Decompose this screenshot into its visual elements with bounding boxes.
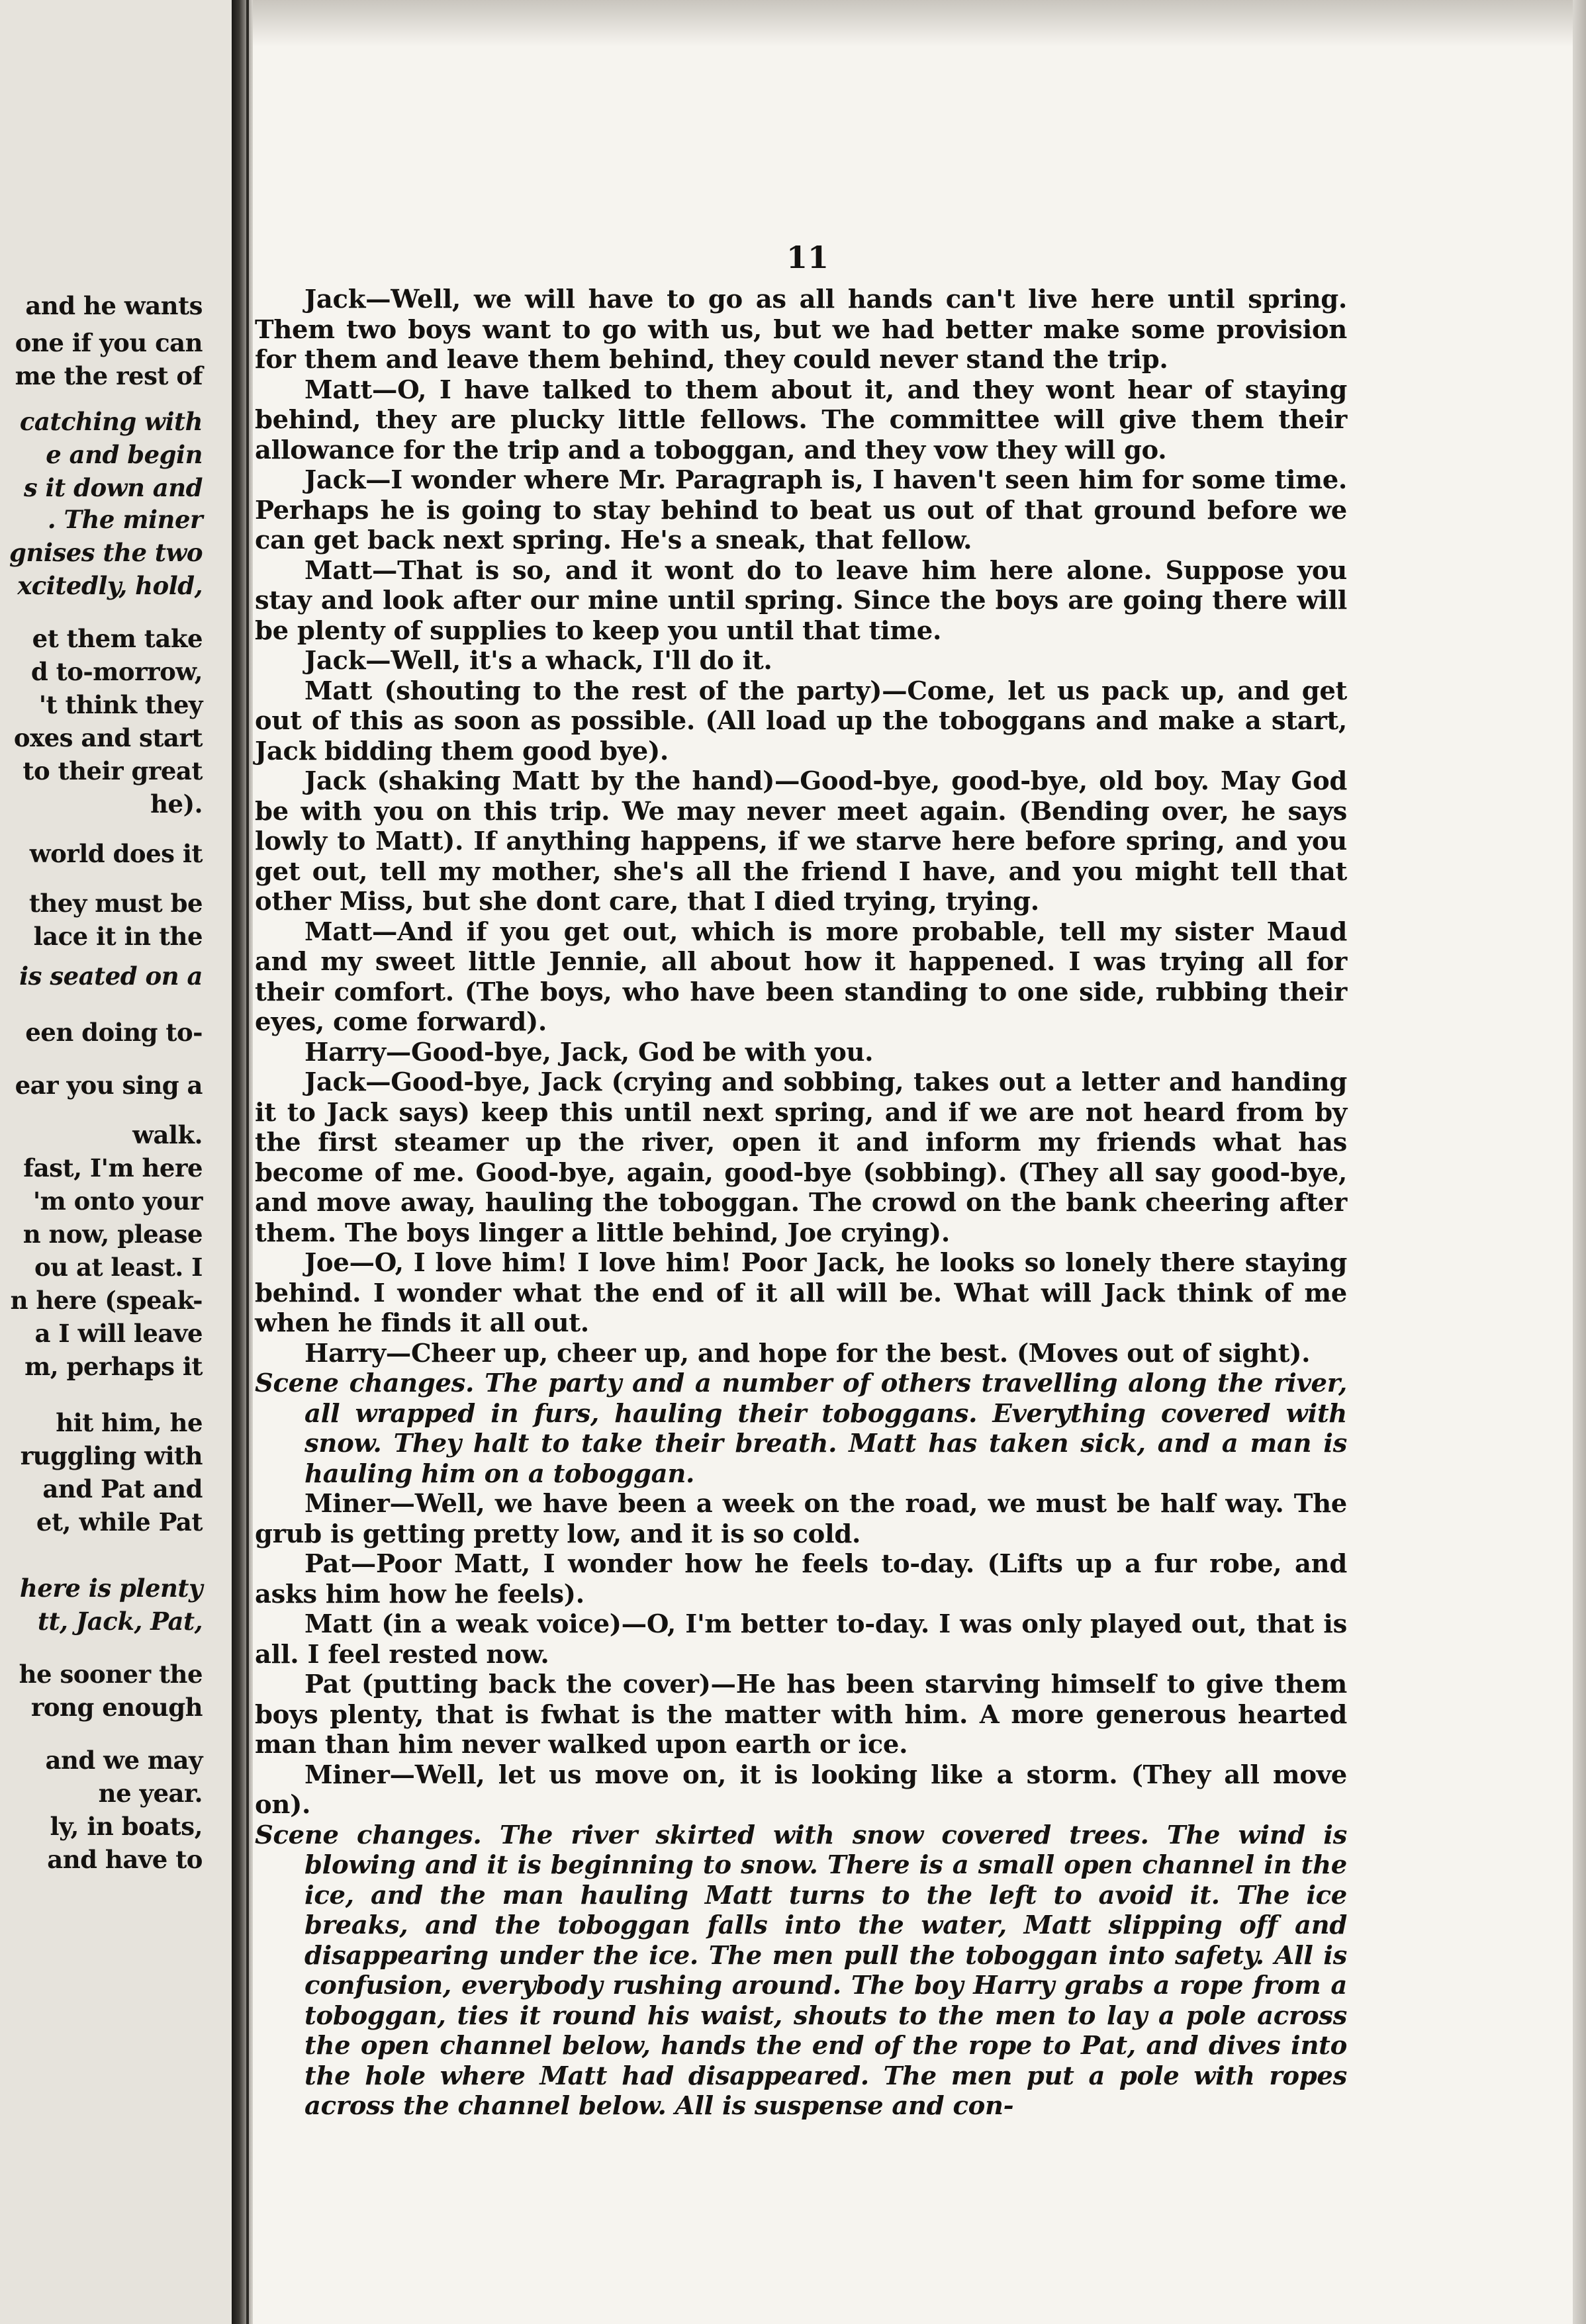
left-fragment-line: e and begin: [46, 440, 203, 469]
left-fragment-line: walk.: [132, 1120, 203, 1149]
dialogue-paragraph: Jack—I wonder where Mr. Paragraph is, I haven't seen him for some time. Perhaps he is going to stay behind to beat us out of that ground before we can get back next spring. He's a sneak, that fellow.: [255, 465, 1347, 555]
left-fragment-line: ne year.: [98, 1779, 203, 1808]
left-fragment-line: et them take: [32, 624, 203, 653]
left-fragment-line: rong enough: [30, 1693, 203, 1722]
left-fragment-line: he).: [150, 789, 203, 819]
dialogue-paragraph: Jack—Well, we will have to go as all hands can't live here until spring. Them two boys want to go with us, but we had better make some provision for them and leave them behind, they could never stand the trip.: [255, 285, 1347, 375]
stage-direction: Scene changes. The party and a number of others travelling along the river, all wrapped in furs, hauling their toboggans. Everything covered with snow. They halt to take their breath. Matt has taken sick, and a man is hauling him on a toboggan.: [255, 1368, 1347, 1489]
dialogue-paragraph: Joe—O, I love him! I love him! Poor Jack, he looks so lonely there staying behind. I wonder what the end of it all will be. What will Jack think of me when he finds it all out.: [255, 1248, 1347, 1338]
left-fragment-line: d to-morrow,: [30, 657, 203, 686]
left-fragment-line: xcitedly, hold,: [17, 571, 203, 600]
left-fragment-line: . The miner: [47, 505, 203, 534]
stage-direction: Scene changes. The river skirted with snow covered trees. The wind is blowing and it is beginning to snow. There is a small open channel in the ice, and the man hauling Matt turns to the left to avoid it. The ice breaks, and the toboggan falls into the water, Matt slipping off and disappearing under the ice. The men pull the toboggan into safety. All is confusion, everybody rushing around. The boy Harry grabs a rope from a toboggan, ties it round his waist, shouts to the men to lay a pole across the open channel below, hands the end of the rope to Pat, and dives into the hole where Matt had disappeared. The men put a pole with ropes across the channel below. All is suspense and con-: [255, 1820, 1347, 2121]
left-fragment-line: tt, Jack, Pat,: [37, 1607, 203, 1636]
left-fragment-line: and have to: [47, 1845, 203, 1874]
left-fragment-line: ruggling with: [20, 1441, 203, 1470]
left-fragment-line: world does it: [29, 839, 203, 868]
dialogue-paragraph: Miner—Well, we have been a week on the road, we must be half way. The grub is getting pretty low, and it is so cold.: [255, 1489, 1347, 1549]
left-fragment-line: is seated on a: [19, 961, 203, 991]
left-fragment-line: they must be: [28, 889, 203, 918]
left-fragment-line: he sooner the: [19, 1660, 203, 1689]
left-fragment-line: and he wants: [25, 291, 203, 320]
left-fragment-line: and Pat and: [42, 1474, 203, 1503]
dialogue-paragraph: Jack—Good-bye, Jack (crying and sobbing, takes out a letter and handing it to Jack says) keep this until next spring, and if we are not heard from by the first steamer up the river, open it and inform my friends what has become of me. Good-bye, again, good-bye (sobbing). (They all say good-bye, and move away, hauling the toboggan. The crowd on the bank cheering after them. The boys linger a little behind, Joe crying).: [255, 1067, 1347, 1248]
dialogue-paragraph: Matt—That is so, and it wont do to leave him here alone. Suppose you stay and look after our mine until spring. Since the boys are going there will be plenty of supplies to keep you until that time.: [255, 555, 1347, 646]
page-body-text: [255, 285, 1347, 2122]
left-fragment-line: 't think they: [38, 690, 203, 719]
left-fragment-line: n here (speak-: [10, 1286, 203, 1315]
left-fragment-line: een doing to-: [25, 1018, 203, 1047]
dialogue-paragraph: Jack (shaking Matt by the hand)—Good-bye, good-bye, old boy. May God be with you on this trip. We may never meet again. (Bending over, he says lowly to Matt). If anything happens, if we starve here before spring, and you get out, tell my mother, she's all the friend I have, and you might tell that other Miss, but she dont care, that I died trying, trying.: [255, 766, 1347, 916]
left-fragment-line: fast, I'm here: [23, 1153, 203, 1183]
left-page-fragment: [0, 0, 232, 2324]
page-right-edge: [1573, 0, 1586, 2324]
left-fragment-line: hit him, he: [56, 1408, 203, 1437]
gutter-rule: [246, 0, 249, 2324]
left-fragment-line: a I will leave: [34, 1319, 203, 1348]
left-fragment-line: ly, in boats,: [50, 1812, 203, 1841]
dialogue-paragraph: Matt (in a weak voice)—O, I'm better to-day. I was only played out, that is all. I feel rested now.: [255, 1609, 1347, 1670]
left-fragment-line: et, while Pat: [36, 1507, 203, 1537]
dialogue-paragraph: Matt—And if you get out, which is more probable, tell my sister Maud and my sweet little Jennie, all about how it happened. I was trying all for their comfort. (The boys, who have been standing to one side, rubbing their eyes, come forward).: [255, 916, 1347, 1037]
left-fragment-line: ou at least. I: [34, 1253, 203, 1282]
dialogue-paragraph: Harry—Cheer up, cheer up, and hope for the best. (Moves out of sight).: [304, 1338, 1311, 1368]
left-fragment-line: 'm onto your: [32, 1186, 203, 1216]
left-fragment-line: here is plenty: [19, 1574, 203, 1603]
left-fragment-line: gnises the two: [9, 538, 203, 567]
book-gutter: [232, 0, 253, 2324]
left-fragment-line: oxes and start: [13, 723, 203, 752]
left-fragment-line: catching with: [19, 407, 203, 436]
page-number: 11: [786, 240, 829, 275]
left-fragment-line: lace it in the: [33, 922, 203, 951]
left-fragment-line: and we may: [45, 1746, 203, 1775]
dialogue-paragraph: Pat—Poor Matt, I wonder how he feels to-day. (Lifts up a fur robe, and asks him how he feels).: [255, 1549, 1347, 1609]
left-fragment-line: to their great: [23, 756, 203, 785]
page-top-shadow: [253, 0, 1573, 46]
left-fragment-line: n now, please: [23, 1220, 203, 1249]
left-fragment-line: one if you can: [15, 328, 203, 357]
left-fragment-line: m, perhaps it: [24, 1352, 203, 1381]
dialogue-paragraph: Pat (putting back the cover)—He has been starving himself to give them boys plenty, that is fwhat is the matter with him. A more generous hearted man than him never walked upon earth or ice.: [255, 1670, 1347, 1760]
dialogue-paragraph: Harry—Good-bye, Jack, God be with you.: [304, 1037, 874, 1067]
dialogue-paragraph: Miner—Well, let us move on, it is looking like a storm. (They all move on).: [255, 1760, 1347, 1820]
left-fragment-line: me the rest of: [15, 361, 203, 390]
dialogue-paragraph: Jack—Well, it's a whack, I'll do it.: [304, 646, 772, 676]
left-fragment-line: ear you sing a: [15, 1071, 203, 1100]
dialogue-paragraph: Matt—O, I have talked to them about it, and they wont hear of staying behind, they are plucky little fellows. The committee will give them their allowance for the trip and a toboggan, and they vow they will go.: [255, 375, 1347, 465]
left-fragment-line: s it down and: [23, 473, 203, 502]
dialogue-paragraph: Matt (shouting to the rest of the party)—Come, let us pack up, and get out of this as soon as possible. (All load up the toboggans and make a start, Jack bidding them good bye).: [255, 676, 1347, 766]
